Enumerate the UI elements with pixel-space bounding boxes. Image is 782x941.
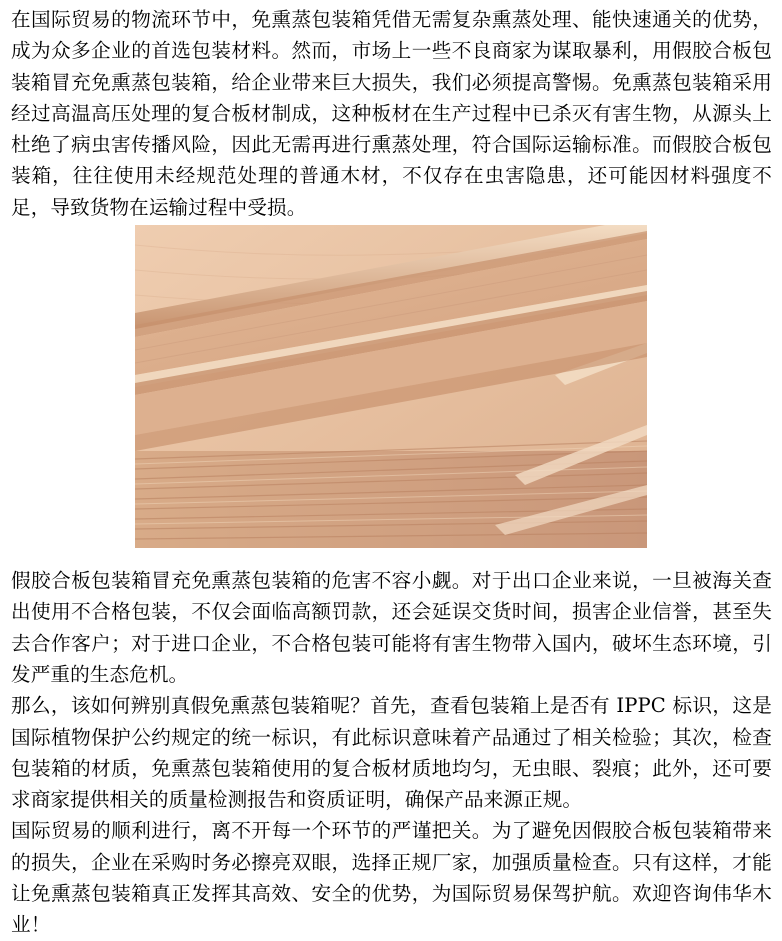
paragraph-conclusion: 国际贸易的顺利进行，离不开每一个环节的严谨把关。为了避免因假胶合板包装箱带来的损失，企业在采购时务必擦亮双眼，选择正规厂家，加强质量检查。只有这样，才能让免熏蒸包装箱真正发挥其高效、安全的优势，为国际贸易保驾护航。欢迎咨询伟华木业！ [11,819,772,937]
paragraph-identification: 那么，该如何辨别真假免熏蒸包装箱呢？首先，查看包装箱上是否有 IPPC 标识，这是国际植物保护公约规定的统一标识，有此标识意味着产品通过了相关检验；其次，检查包装箱的材质，免熏蒸包装箱使用的复合板材质地均匀，无虫眼、裂痕；此外，还可要求商家提供相关的质量检测报告和资质证明，确保产品来源正规。 [11,694,772,812]
paragraph-intro: 在国际贸易的物流环节中，免熏蒸包装箱凭借无需复杂熏蒸处理、能快速通关的优势，成为众多企业的首选包装材料。然而，市场上一些不良商家为谋取暴利，用假胶合板包装箱冒充免熏蒸包装箱，给企业带来巨大损失，我们必须提高警惕。免熏蒸包装箱采用经过高温高压处理的复合板材制成，这种板材在生产过程中已杀灭有害生物，从源头上杜绝了病虫害传播风险，因此无需再进行熏蒸处理，符合国际运输标准。而假胶合板包装箱，往往使用未经规范处理的普通木材，不仅存在虫害隐患，还可能因材料强度不足，导致货物在运输过程中受损。 [11,8,772,219]
plywood-stack-photo [135,225,647,548]
paragraph-hazards: 假胶合板包装箱冒充免熏蒸包装箱的危害不容小觑。对于出口企业来说，一旦被海关查出使用不合格包装，不仅会面临高额罚款，还会延误交货时间，损害企业信誉，甚至失去合作客户；对于进口企业，不合格包装可能将有害生物带入国内，破坏生态环境，引发严重的生态危机。 [11,569,772,686]
photo-container [0,225,782,565]
